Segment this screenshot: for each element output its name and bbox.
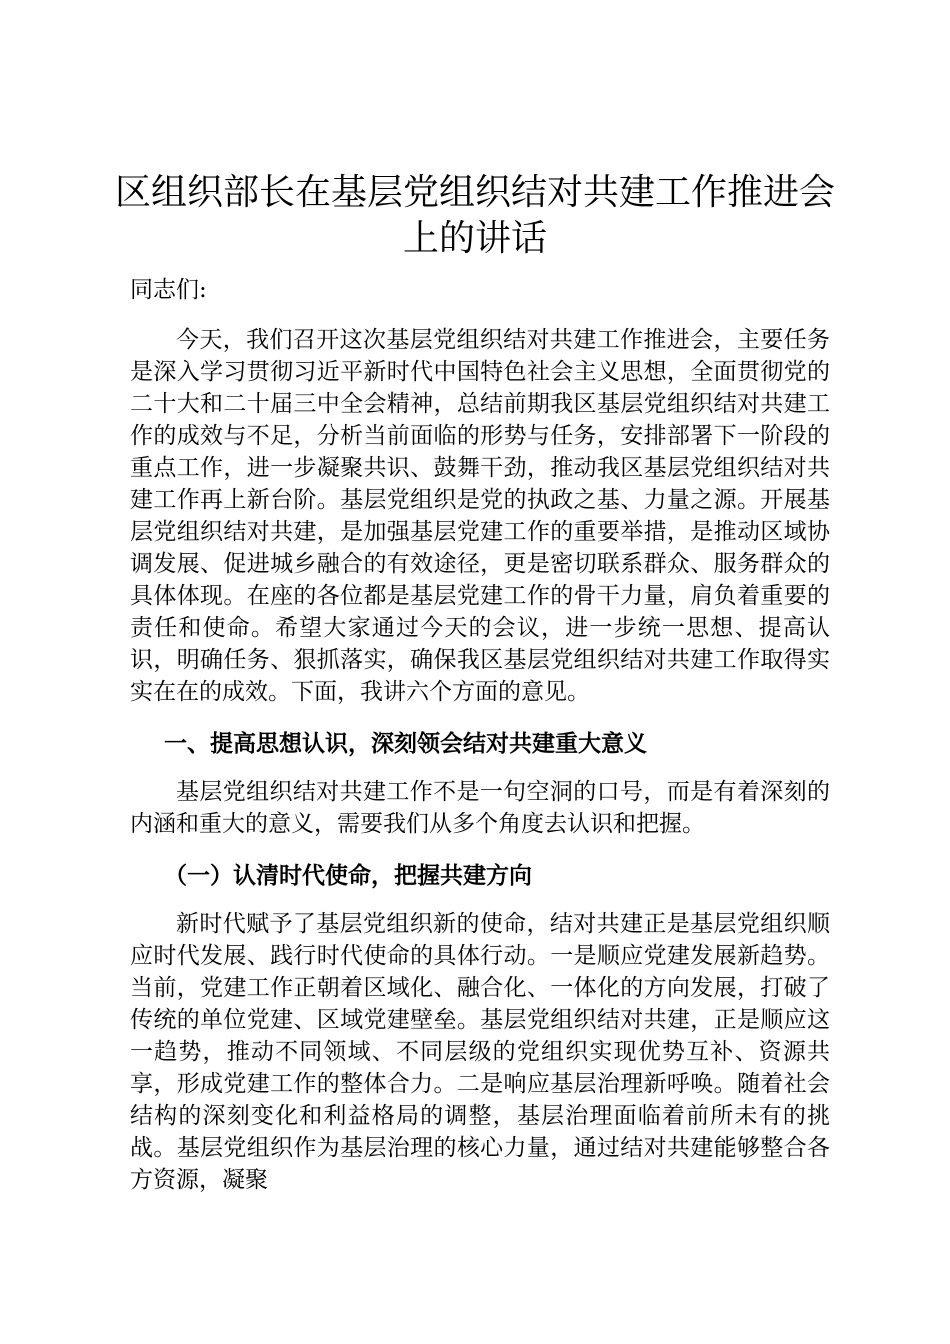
paragraph-opening: 今天，我们召开这次基层党组织结对共建工作推进会，主要任务是深入学习贯彻习近平新时代中国特色社会主义思想，全面贯彻党的二十大和二十届三中全会精神，总结前期我区基层党组织结对共建工作的成效与不足，分析当前面临的形势与任务，安排部署下一阶段的重点工作，进一步凝聚共识、鼓舞干劲，推动我区基层党组织结对共建工作再上新台阶。基层党组织是党的执政之基、力量之源。开展基层党组织结对共建，是加强基层党建工作的重要举措，是推动区域协调发展、促进城乡融合的有效途径，更是密切联系群众、服务群众的具体体现。在座的各位都是基层党建工作的骨干力量，肩负着重要的责任和使命。希望大家通过今天的会议，进一步统一思想、提高认识，明确任务、狠抓落实，确保我区基层党组织结对共建工作取得实实在在的成效。下面，我讲六个方面的意见。 [130, 327, 830, 705]
paragraph-subsection-body: 新时代赋予了基层党组织新的使命，结对共建正是基层党组织顺应时代发展、践行时代使命的具体行动。一是顺应党建发展新趋势。当前，党建工作正朝着区域化、融合化、一体化的方向发展，打破了传统的单位党建、区域党建壁垒。基层党组织结对共建，正是顺应这一趋势，推动不同领域、不同层级的党组织实现优势互补、资源共享，形成党建工作的整体合力。二是响应基层治理新呼唤。随着社会结构的深刻变化和利益格局的调整，基层治理面临着前所未有的挑战。基层党组织作为基层治理的核心力量，通过结对共建能够整合各方资源，凝聚 [130, 911, 830, 1193]
salutation: 同志们: [130, 277, 207, 303]
subsection-heading-1: （一）认清时代使命，把握共建方向 [164, 862, 532, 889]
section-heading-1: 一、提高思想认识，深刻领会结对共建重大意义 [164, 730, 647, 757]
paragraph-section-intro: 基层党组织结对共建工作不是一句空洞的口号，而是有着深刻的内涵和重大的意义，需要我们从多个角度去认识和把握。 [130, 779, 830, 837]
document-title: 区组织部长在基层党组织结对共建工作推进会上的讲话 [114, 172, 835, 259]
